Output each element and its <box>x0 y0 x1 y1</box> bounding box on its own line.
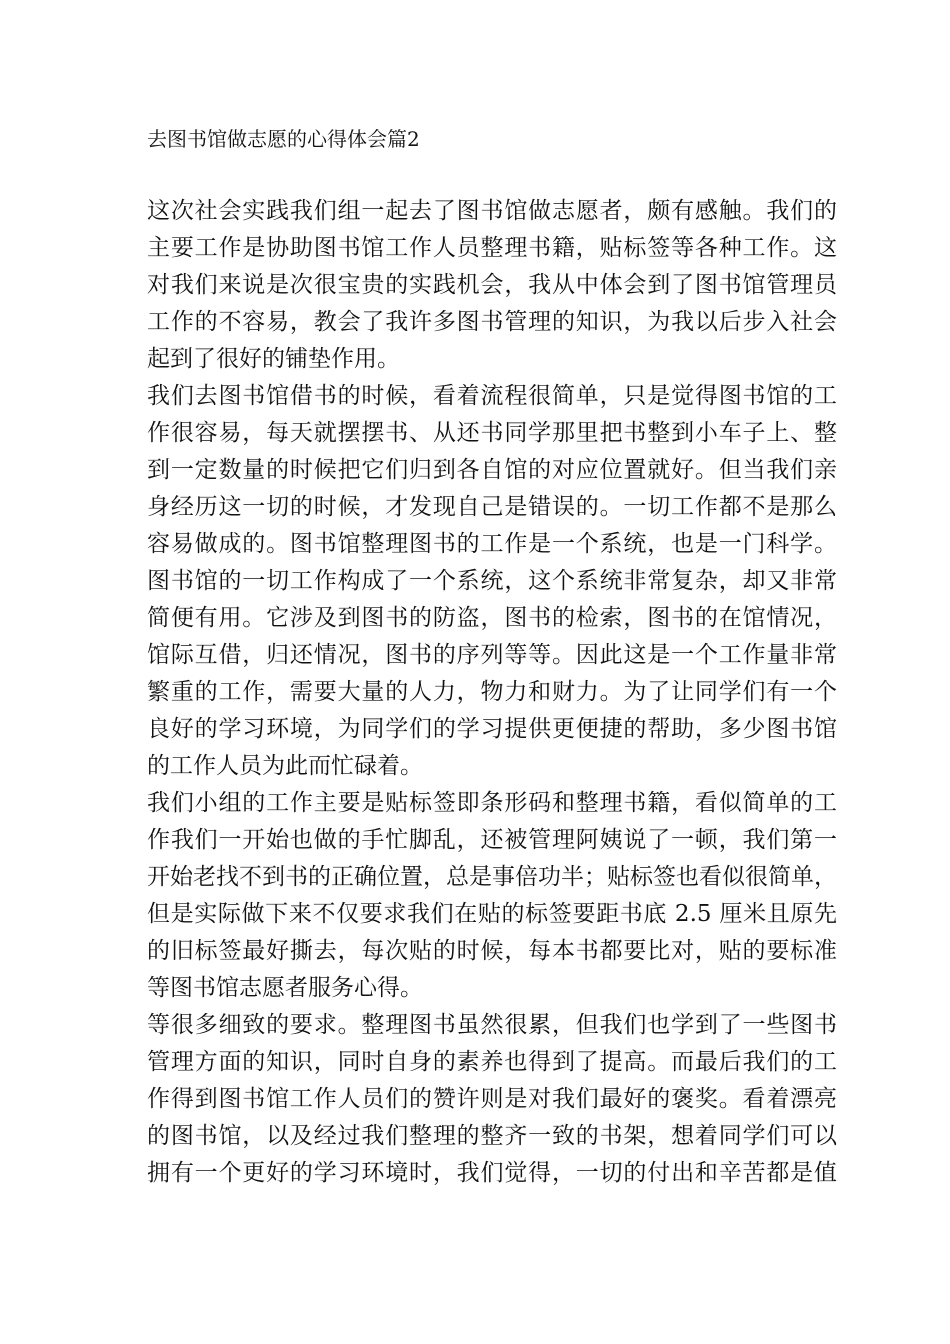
body-line: 等图书馆志愿者服务心得。 <box>147 975 423 1001</box>
body-line: 作得到图书馆工作人员们的赞许则是对我们最好的褒奖。看着漂亮 <box>147 1086 837 1112</box>
body-line: 等很多细致的要求。整理图书虽然很累，但我们也学到了一些图书 <box>147 1012 837 1038</box>
body-line: 身经历这一切的时候，才发现自己是错误的。一切工作都不是那么 <box>147 494 837 520</box>
body-line: 容易做成的。图书馆整理图书的工作是一个系统，也是一门科学。 <box>147 531 837 557</box>
body-line: 馆际互借，归还情况，图书的序列等等。因此这是一个工作量非常 <box>147 642 837 668</box>
body-line: 作很容易，每天就摆摆书、从还书同学那里把书整到小车子上、整 <box>147 420 837 446</box>
body-line: 良好的学习环境，为同学们的学习提供更便捷的帮助，多少图书馆 <box>147 716 837 742</box>
body-line: 作我们一开始也做的手忙脚乱，还被管理阿姨说了一顿，我们第一 <box>147 827 837 853</box>
body-line: 主要工作是协助图书馆工作人员整理书籍，贴标签等各种工作。这 <box>147 235 837 261</box>
body-line: 图书馆的一切工作构成了一个系统，这个系统非常复杂，却又非常 <box>147 568 837 594</box>
document-title: 去图书馆做志愿的心得体会篇2 <box>147 127 420 151</box>
body-line: 繁重的工作，需要大量的人力，物力和财力。为了让同学们有一个 <box>147 679 837 705</box>
body-line: 管理方面的知识，同时自身的素养也得到了提高。而最后我们的工 <box>147 1049 837 1075</box>
body-line: 开始老找不到书的正确位置，总是事倍功半；贴标签也看似很简单， <box>147 864 837 890</box>
body-line: 到一定数量的时候把它们归到各自馆的对应位置就好。但当我们亲 <box>147 457 837 483</box>
body-line: 对我们来说是次很宝贵的实践机会，我从中体会到了图书馆管理员 <box>147 272 837 298</box>
body-line: 起到了很好的铺垫作用。 <box>147 346 400 372</box>
body-line: 我们小组的工作主要是贴标签即条形码和整理书籍，看似简单的工 <box>147 790 837 816</box>
document-body <box>147 193 837 1192</box>
body-line: 工作的不容易，教会了我许多图书管理的知识，为我以后步入社会 <box>147 309 837 335</box>
body-line: 拥有一个更好的学习环境时，我们觉得，一切的付出和辛苦都是值 <box>147 1160 837 1186</box>
body-line: 简便有用。它涉及到图书的防盗，图书的检索，图书的在馆情况， <box>147 605 837 631</box>
body-line: 的图书馆，以及经过我们整理的整齐一致的书架，想着同学们可以 <box>147 1123 837 1149</box>
body-line: 这次社会实践我们组一起去了图书馆做志愿者，颇有感触。我们的 <box>147 198 837 224</box>
body-line: 的工作人员为此而忙碌着。 <box>147 753 423 779</box>
body-line: 但是实际做下来不仅要求我们在贴的标签要距书底 2.5 厘米且原先 <box>147 901 837 927</box>
body-line: 的旧标签最好撕去，每次贴的时候，每本书都要比对，贴的要标准 <box>147 938 837 964</box>
body-line: 我们去图书馆借书的时候，看着流程很简单，只是觉得图书馆的工 <box>147 383 837 409</box>
